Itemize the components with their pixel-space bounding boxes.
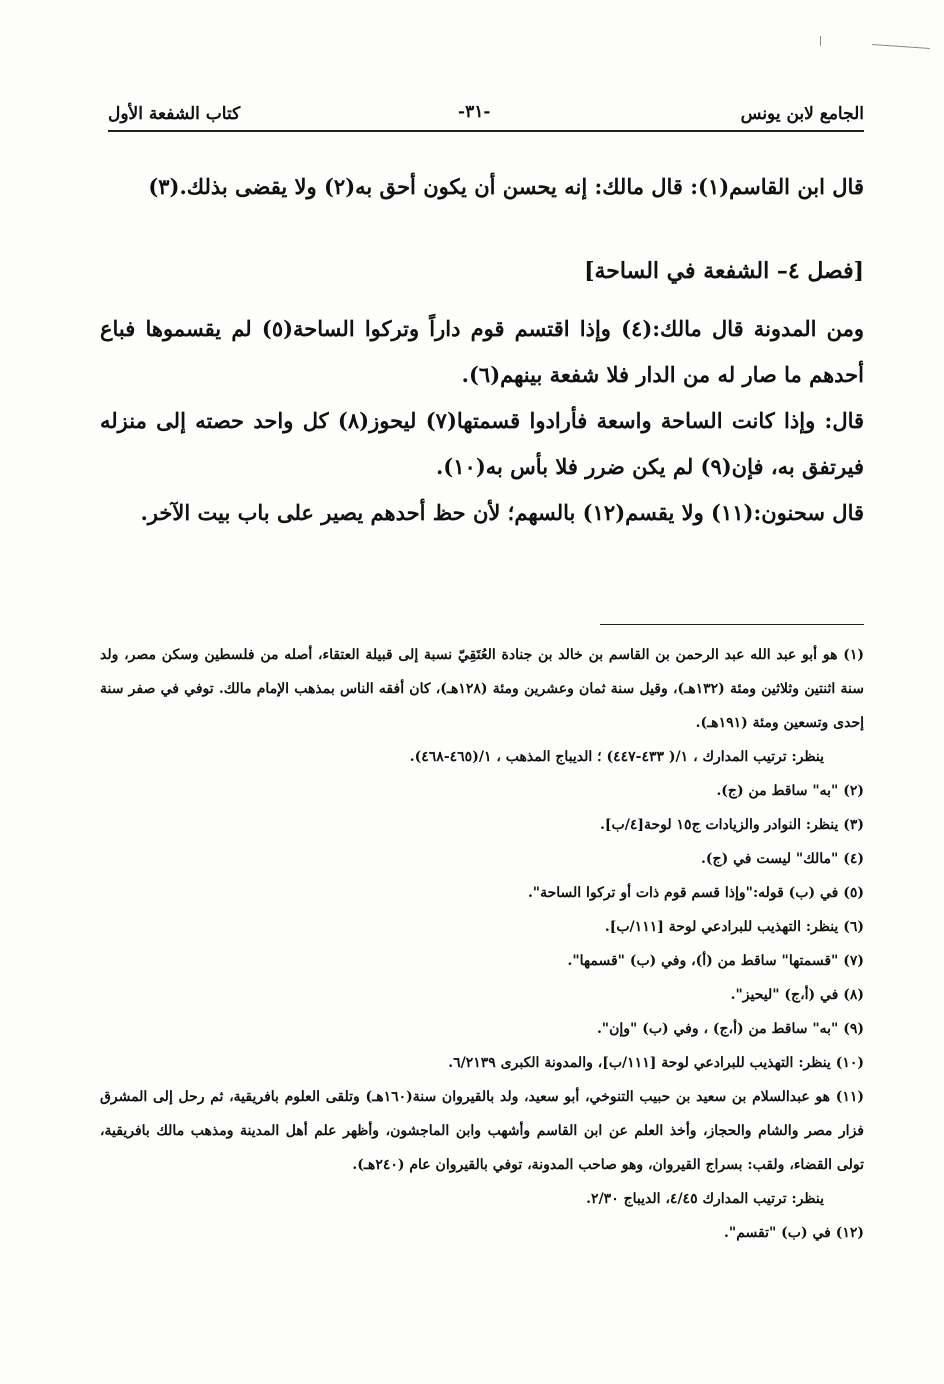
footnote-2: (٢) "به" ساقط من (ج). <box>716 783 864 799</box>
scan-artifact-line <box>872 44 930 49</box>
paragraph-1: قال ابن القاسم(١): قال مالك: إنه يحسن أن يكون أحق به(٢) ولا يقضى بذلك.(٣) <box>148 174 864 199</box>
footnotes <box>100 638 864 1250</box>
running-header <box>108 96 864 130</box>
paragraph-3: قال: وإذا كانت الساحة واسعة فأرادوا قسمتها(٧) ليحوز(٨) كل واحد حصته إلى منزله فيرتفق به، فإن(٩) لم يكن ضرر فلا بأس به(١٠). <box>100 408 865 479</box>
page-number: -٣١- <box>458 102 491 122</box>
footnote-4: (٤) "مالك" ليست في (ج). <box>701 851 864 867</box>
footnote-7: (٧) "قسمتها" ساقط من (أ)، وفي (ب) "قسمها". <box>567 953 864 969</box>
footnote-3: (٣) ينظر: النوادر والزيادات ج١٥ لوحة[٤/ب]. <box>600 817 864 833</box>
footnote-5: (٥) في (ب) قوله:"وإذا قسم قوم ذات أو تركوا الساحة". <box>527 885 864 901</box>
footnote-10: (١٠) ينظر: التهذيب للبرادعي لوحة [١١١/ب]، والمدونة الكبرى ٦/٢١٣٩. <box>448 1055 864 1071</box>
header-book-title: الجامع لابن يونس <box>740 104 864 124</box>
paragraph-4: قال سحنون:(١١) ولا يقسم(١٢) بالسهم؛ لأن حظ أحدهم يصير على باب بيت الآخر. <box>140 500 864 525</box>
footnote-separator <box>600 624 864 625</box>
header-rule <box>108 130 864 132</box>
section-heading: [فصل ٤– الشفعة في الساحة] <box>584 258 864 284</box>
footnote-8: (٨) في (أ،ج) "ليحيز". <box>730 987 864 1003</box>
footnote-11-reference: ينظر: ترتيب المدارك ٤/٤٥، الديباج ٢/٣٠. <box>586 1191 824 1207</box>
paragraph-2: ومن المدونة قال مالك:(٤) وإذا اقتسم قوم داراً وتركوا الساحة(٥) لم يقسموها فباع أحدهم ما صار له من الدار فلا شفعة بينهم(٦). <box>100 316 865 387</box>
footnote-9: (٩) "به" ساقط من (أ،ج) ، وفي (ب) "وإن". <box>596 1021 864 1037</box>
footnote-1-reference: ينظر: ترتيب المدارك ، ١/( ٤٣٣-٤٤٧) ؛ الديباج المذهب ، ١/(٤٦٥-٤٦٨). <box>409 749 824 765</box>
footnote-1: (١) هو أبو عبد الله عبد الرحمن بن القاسم بن خالد بن جنادة العُتَقِيّ نسبة إلى قبيلة العتقاء، أصله من فلسطين وسكن مصر، ولد سنة اثنتين وثلاثين ومئة (١٣٢هـ)، وقيل سنة ثمان وعشرين ومئة (١٢٨هـ)، كان أفقه الناس بمذهب الإمام مالك. توفي في صفر سنة إحدى وتسعين ومئة (١٩١هـ). <box>100 647 864 731</box>
footnote-11: (١١) هو عبدالسلام بن سعيد بن حبيب التنوخي، أبو سعيد، ولد بالقيروان سنة(١٦٠هـ) وتلقى العلوم بافريقية، ثم رحل إلى المشرق فزار مصر والشام والحجاز، وأخذ العلم عن ابن القاسم وأشهب وابن الماجشون، وأظهر علم أهل المدينة ومذهب مالك بافريقية، تولى القضاء، ولقب: بسراج القيروان، وهو صاحب المدونة، توفي بالقيروان عام (٢٤٠هـ). <box>100 1089 864 1173</box>
footnote-12: (١٢) في (ب) "تقسم". <box>724 1225 864 1241</box>
header-chapter-title: كتاب الشفعة الأول <box>108 104 241 124</box>
scan-artifact-tick <box>820 36 821 46</box>
footnote-6: (٦) ينظر: التهذيب للبرادعي لوحة [١١١/ب]. <box>604 919 864 935</box>
